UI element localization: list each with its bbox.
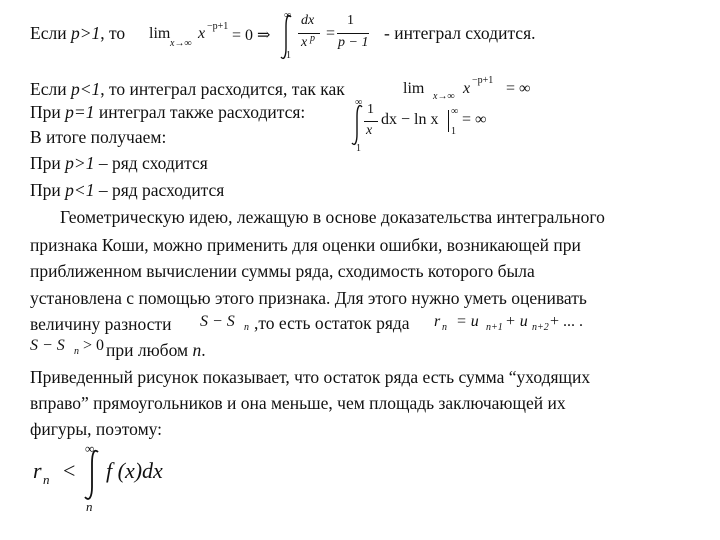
formula-eq: = u [456, 313, 479, 330]
int-upper: ∞ [284, 10, 292, 21]
math-var: p=1 [65, 102, 95, 122]
paragraph-line: вправо” прямоугольников и она меньше, чем площадь заключающей их [30, 393, 566, 413]
text: , то интеграл расходится, так как [100, 79, 345, 99]
integral-sign-icon [84, 449, 102, 501]
formula-sub: n [442, 322, 447, 333]
formula-rest: dx − ln x [381, 111, 439, 128]
frac-bar [364, 121, 378, 122]
frac-den-exp: p [310, 33, 315, 44]
text: Если [30, 23, 71, 43]
frac-num: 1 [367, 102, 374, 117]
text: интеграл также расходится: [94, 102, 306, 122]
int-upper: ∞ [85, 441, 95, 456]
text: Если [30, 79, 71, 99]
formula-integrand: f (x)dx [106, 458, 163, 483]
formula-eq: = ∞ [462, 111, 487, 128]
paragraph-line: Геометрическую идею, лежащую в основе доказательства интегрального [60, 207, 605, 227]
text: При [30, 102, 66, 122]
lim-sub: x→∞ [433, 91, 455, 102]
line-11-text: величину разности [30, 314, 172, 334]
line-11-middle: ,то есть остаток ряда [254, 313, 410, 333]
formula-exp: −p+1 [207, 21, 229, 32]
line-5 [30, 152, 208, 174]
math-var: p<1 [65, 180, 95, 200]
text: При [30, 153, 66, 173]
formula-sub: n [244, 322, 249, 333]
text: При [30, 180, 66, 200]
line-1-tail: - интеграл сходится. [384, 23, 536, 43]
lim: lim [403, 80, 425, 97]
math-var: p>1 [65, 153, 95, 173]
formula-eq2: = [326, 25, 336, 42]
frac-den-2: p − 1 [338, 35, 369, 50]
formula-sub: n [74, 346, 79, 357]
formula-sub: n+2 [532, 322, 549, 333]
formula-r: r [434, 313, 441, 330]
formula-plus: + u [505, 313, 528, 330]
math-var: p<1 [70, 79, 101, 99]
formula-x: x [198, 25, 206, 42]
lim: lim [149, 25, 171, 42]
frac-den: x [366, 123, 373, 138]
paragraph-line: Приведенный рисунок показывает, что остаток ряда есть сумма “уходящих [30, 367, 591, 387]
line-4: В итоге получаем: [30, 127, 167, 147]
paragraph-line: признака Коши, можно применить для оценки ошибки, возникающей при [30, 235, 581, 255]
frac-bar [298, 33, 320, 34]
formula-eq: = 0 ⇒ [232, 27, 271, 44]
formula-sub: n+1 [486, 322, 503, 333]
int-lower: 1 [356, 143, 361, 154]
paragraph-line: установлена с помощью этого признака. Для этого нужно уметь оценивать [30, 288, 587, 308]
eval-lower: 1 [451, 126, 456, 137]
paragraph-line: фигуры, поэтому: [30, 419, 163, 439]
eval-upper: ∞ [451, 106, 459, 117]
formula-diff: S − S [30, 337, 65, 354]
text: – ряд расходится [94, 180, 225, 200]
formula-exp: −p+1 [472, 75, 494, 86]
line-3 [30, 101, 305, 123]
text: . [201, 340, 206, 360]
frac-den: x [301, 35, 308, 50]
formula-tail: + ... . [550, 313, 584, 330]
line-1 [30, 22, 125, 44]
formula-eq: = ∞ [506, 80, 531, 97]
line-6 [30, 179, 224, 201]
int-upper: ∞ [355, 97, 363, 108]
math-var: p>1 [70, 23, 101, 43]
line-12-text [106, 339, 206, 361]
line-2 [30, 78, 345, 100]
formula-r: r [33, 458, 42, 483]
paragraph-line: приближенном вычислении суммы ряда, сходимость которого была [30, 261, 535, 281]
int-lower: 1 [286, 50, 291, 61]
formula-diff: S − S [200, 313, 235, 330]
math-var: n [192, 340, 202, 360]
formula-sub: n [43, 472, 50, 487]
text: , то [100, 23, 126, 43]
formula-x: x [463, 80, 471, 97]
formula-rel: > 0 [83, 337, 105, 354]
eval-bar [448, 110, 449, 132]
integral-sign-icon [351, 104, 365, 146]
formula-lt: < [63, 458, 76, 483]
lim-sub: x→∞ [170, 38, 192, 49]
frac-num: dx [301, 13, 315, 28]
frac-num-2: 1 [347, 13, 354, 28]
frac-bar-2 [337, 33, 369, 34]
text: при любом [106, 340, 193, 360]
text: – ряд сходится [94, 153, 208, 173]
int-lower: n [86, 499, 93, 514]
